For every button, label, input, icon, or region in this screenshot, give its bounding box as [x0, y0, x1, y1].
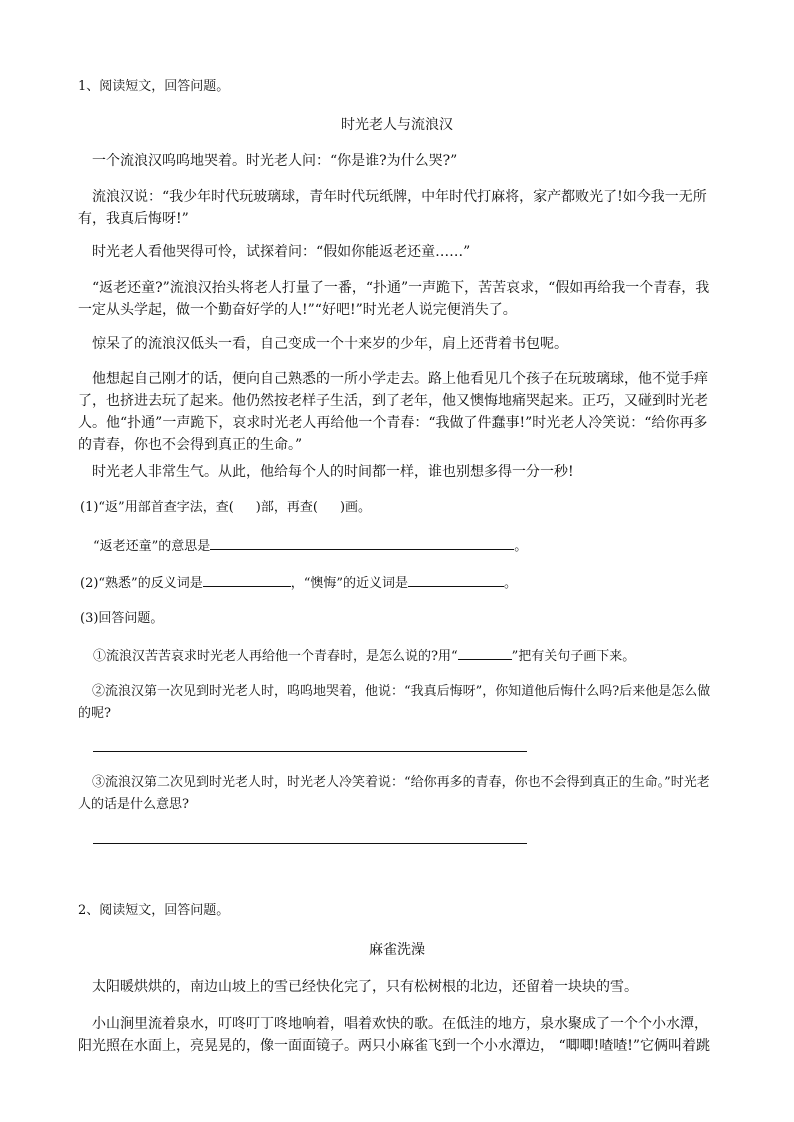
- q1-sub1-line1: [80, 497, 720, 519]
- q2-paragraph-1: 太阳暖烘烘的，南边山坡上的雪已经快化完了，只有松树根的北边，还留着一块块的雪。: [92, 979, 638, 995]
- q1-sub3-item3: ③流浪汉第二次见到时光老人时，时光老人冷笑着说：“给你再多的青春，你也不会得到真正的生命。”时光老人的话是什么意思?: [78, 775, 710, 812]
- q1-sub3-item2-answer-line[interactable]: [93, 751, 527, 752]
- q1-sub2-antonym-blank[interactable]: [203, 572, 291, 587]
- q1-sub1-line2: [93, 535, 733, 558]
- q1-sub3-heading: (3)回答问题。: [80, 611, 164, 626]
- q1-passage-title: 时光老人与流浪汉: [341, 117, 453, 133]
- q1-sub1-meaning-end: 。: [514, 539, 528, 554]
- q1-sub3-item1-underline-sample: [458, 645, 512, 660]
- q1-sub1-meaning-label: “返老还童”的意思是: [93, 539, 211, 554]
- q1-sub1-text-a: (1)“返”用部首查字法，查(: [80, 500, 234, 515]
- q1-paragraph-3: 时光老人看他哭得可怜，试探着问：“假如你能返老还童……”: [92, 244, 471, 260]
- q1-paragraph-4: “返老还童?”流浪汉抬头将老人打量了一番，“扑通”一声跪下，苦苦哀求，“假如再给我一个青春，我一定从头学起，做一个勤奋好学的人!”“好吧!”时光老人说完便消失了。: [78, 280, 710, 318]
- q1-sub2-text-a: (2)“熟悉”的反义词是: [80, 576, 203, 591]
- q1-sub3-item1-text-b: ”把有关句子画下来。: [511, 649, 636, 664]
- q1-sub3-item2: ②流浪汉第一次见到时光老人时，呜呜地哭着，他说：“我真后悔呀”，你知道他后悔什么吗?后来他是怎么做的呢?: [78, 684, 711, 721]
- q1-sub2-text-c: 。: [504, 576, 518, 591]
- q1-sub1-text-c: )画。: [339, 500, 372, 515]
- q1-sub2-line: [80, 572, 720, 595]
- q1-sub3-item3-answer-line[interactable]: [93, 843, 527, 844]
- q1-heading: 1、阅读短文，回答问题。: [78, 79, 230, 94]
- q1-sub1-meaning-blank[interactable]: [210, 535, 514, 550]
- q1-paragraph-7: 时光老人非常生气。从此，他给每个人的时间都一样，谁也别想多得一分一秒!: [92, 464, 574, 480]
- q1-paragraph-5: 惊呆了的流浪汉低头一看，自己变成一个十来岁的少年，肩上还背着书包呢。: [92, 336, 568, 352]
- q1-sub2-text-b: ，“懊悔”的近义词是: [290, 576, 409, 591]
- q2-paragraph-2: 小山涧里流着泉水，叮咚叮丁咚地响着，唱着欢快的歌。在低洼的地方，泉水聚成了一个个小水潭，阳光照在水面上，亮晃晃的，像一面面镜子。两只小麻雀飞到一个小水潭边， “唧唧!喳喳!”它俩叫着跳: [78, 1016, 711, 1054]
- q2-passage-title: 麻雀洗澡: [369, 942, 425, 958]
- q2-heading: 2、阅读短文，回答问题。: [78, 903, 230, 918]
- q1-sub3-item1-text-a: ①流浪汉苦苦哀求时光老人再给他一个青春时，是怎么说的?用“: [93, 649, 458, 664]
- q1-sub3-item1: [93, 645, 733, 668]
- q1-sub2-synonym-blank[interactable]: [408, 572, 504, 587]
- q1-paragraph-6: 他想起自己刚才的话，便向自己熟悉的一所小学走去。路上他看见几个孩子在玩玻璃球，他不觉手痒了，也挤进去玩了起来。他仍然按老样子生活，到了老年，他又懊悔地痛哭起来。正巧，又碰到时光老人。他“扑通”一声跪下，哀求时光老人再给他一个青春：“我做了件蠢事!”时光老人冷笑说：“给你再多的青春，你也不会得到真正的生命。”: [78, 371, 708, 453]
- q1-paragraph-2: 流浪汉说：“我少年时代玩玻璃球，青年时代玩纸牌，中年时代打麻将，家产都败光了!如今我一无所有，我真后悔呀!”: [78, 189, 707, 227]
- q1-paragraph-1: 一个流浪汉呜呜地哭着。时光老人问：“你是谁?为什么哭?”: [92, 153, 458, 169]
- q1-sub1-text-b: )部，再查(: [255, 500, 318, 515]
